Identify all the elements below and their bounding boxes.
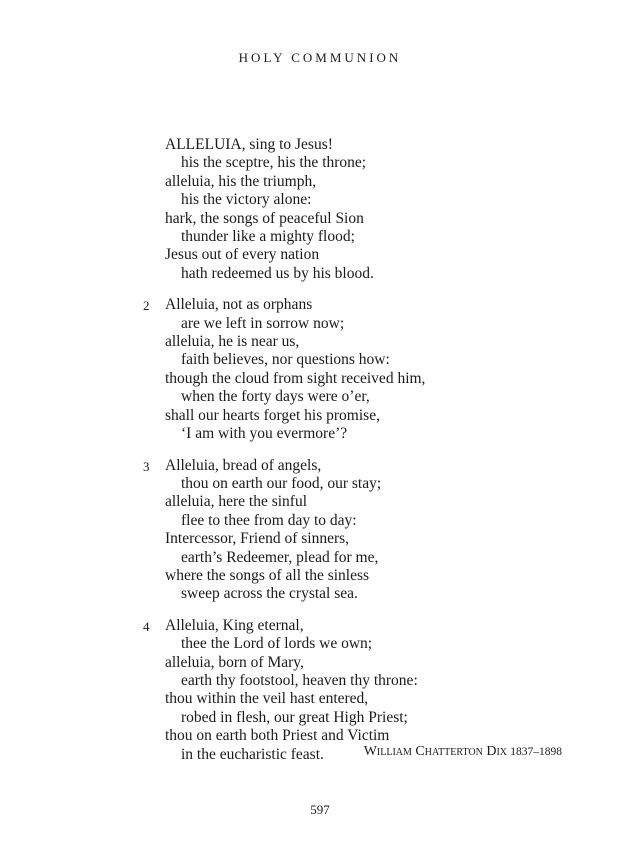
verse-number: 3 [143, 458, 150, 474]
verse-2 [143, 296, 605, 443]
verse-line: alleluia, born of Mary, [165, 653, 304, 671]
verse-number: 2 [143, 298, 150, 314]
verse-line: shall our hearts forget his promise, [165, 406, 380, 424]
verse-line: where the songs of all the sinless [165, 566, 370, 584]
verse-line: Alleluia, not as orphans [165, 296, 313, 314]
verse-line: hath redeemed us by his blood. [181, 264, 374, 282]
verse-line: Alleluia, King eternal, [165, 616, 304, 634]
verse-line: in the eucharistic feast. [181, 745, 324, 763]
verse-line: faith believes, nor questions how: [181, 351, 390, 369]
verse-line: flee to thee from day to day: [181, 511, 357, 529]
verse-line: Intercessor, Friend of sinners, [165, 530, 350, 548]
verse-line: earth thy footstool, heaven thy throne: [181, 671, 418, 689]
verse-line: ‘I am with you evermore’? [181, 425, 348, 443]
verse-line: Alleluia, bread of angels, [165, 456, 322, 474]
verse-1 [165, 136, 605, 283]
verse-number: 4 [143, 618, 150, 634]
verse-line: Jesus out of every nation [165, 246, 320, 264]
verse-line: though the cloud from sight received him, [165, 369, 426, 387]
author-dates: 1837–1898 [510, 746, 562, 758]
verse-line: thou on earth our food, our stay; [181, 474, 382, 492]
verse-3 [143, 456, 605, 604]
page-header-title: HOLY COMMUNION [238, 50, 402, 65]
verse-line: his the sceptre, his the throne; [181, 154, 367, 172]
page-number: 597 [310, 802, 330, 817]
verse-line: are we left in sorrow now; [181, 314, 345, 332]
hymn-attribution [0, 743, 562, 760]
hymn-text [143, 136, 605, 777]
author-name: William Chatterton Dix [363, 744, 507, 759]
verse-line: thee the Lord of lords we own; [181, 635, 373, 653]
verse-line: when the forty days were o’er, [181, 388, 370, 406]
verse-line: hark, the songs of peaceful Sion [165, 209, 364, 227]
verse-line: alleluia, here the sinful [165, 493, 308, 511]
verse-line: alleluia, he is near us, [165, 333, 300, 351]
verse-4 [143, 616, 605, 764]
verse-line: sweep across the crystal sea. [181, 585, 358, 603]
verse-line: thou on earth both Priest and Victim [165, 727, 390, 745]
verse-line: ALLELUIA, sing to Jesus! [165, 136, 333, 153]
verse-line: earth’s Redeemer, plead for me, [181, 548, 379, 566]
verse-line: thou within the veil hast entered, [165, 690, 369, 708]
verse-line: alleluia, his the triumph, [165, 172, 317, 190]
verse-line: robed in flesh, our great High Priest; [181, 708, 408, 726]
verse-line: his the victory alone: [181, 191, 312, 209]
verse-line: thunder like a mighty flood; [181, 228, 355, 246]
